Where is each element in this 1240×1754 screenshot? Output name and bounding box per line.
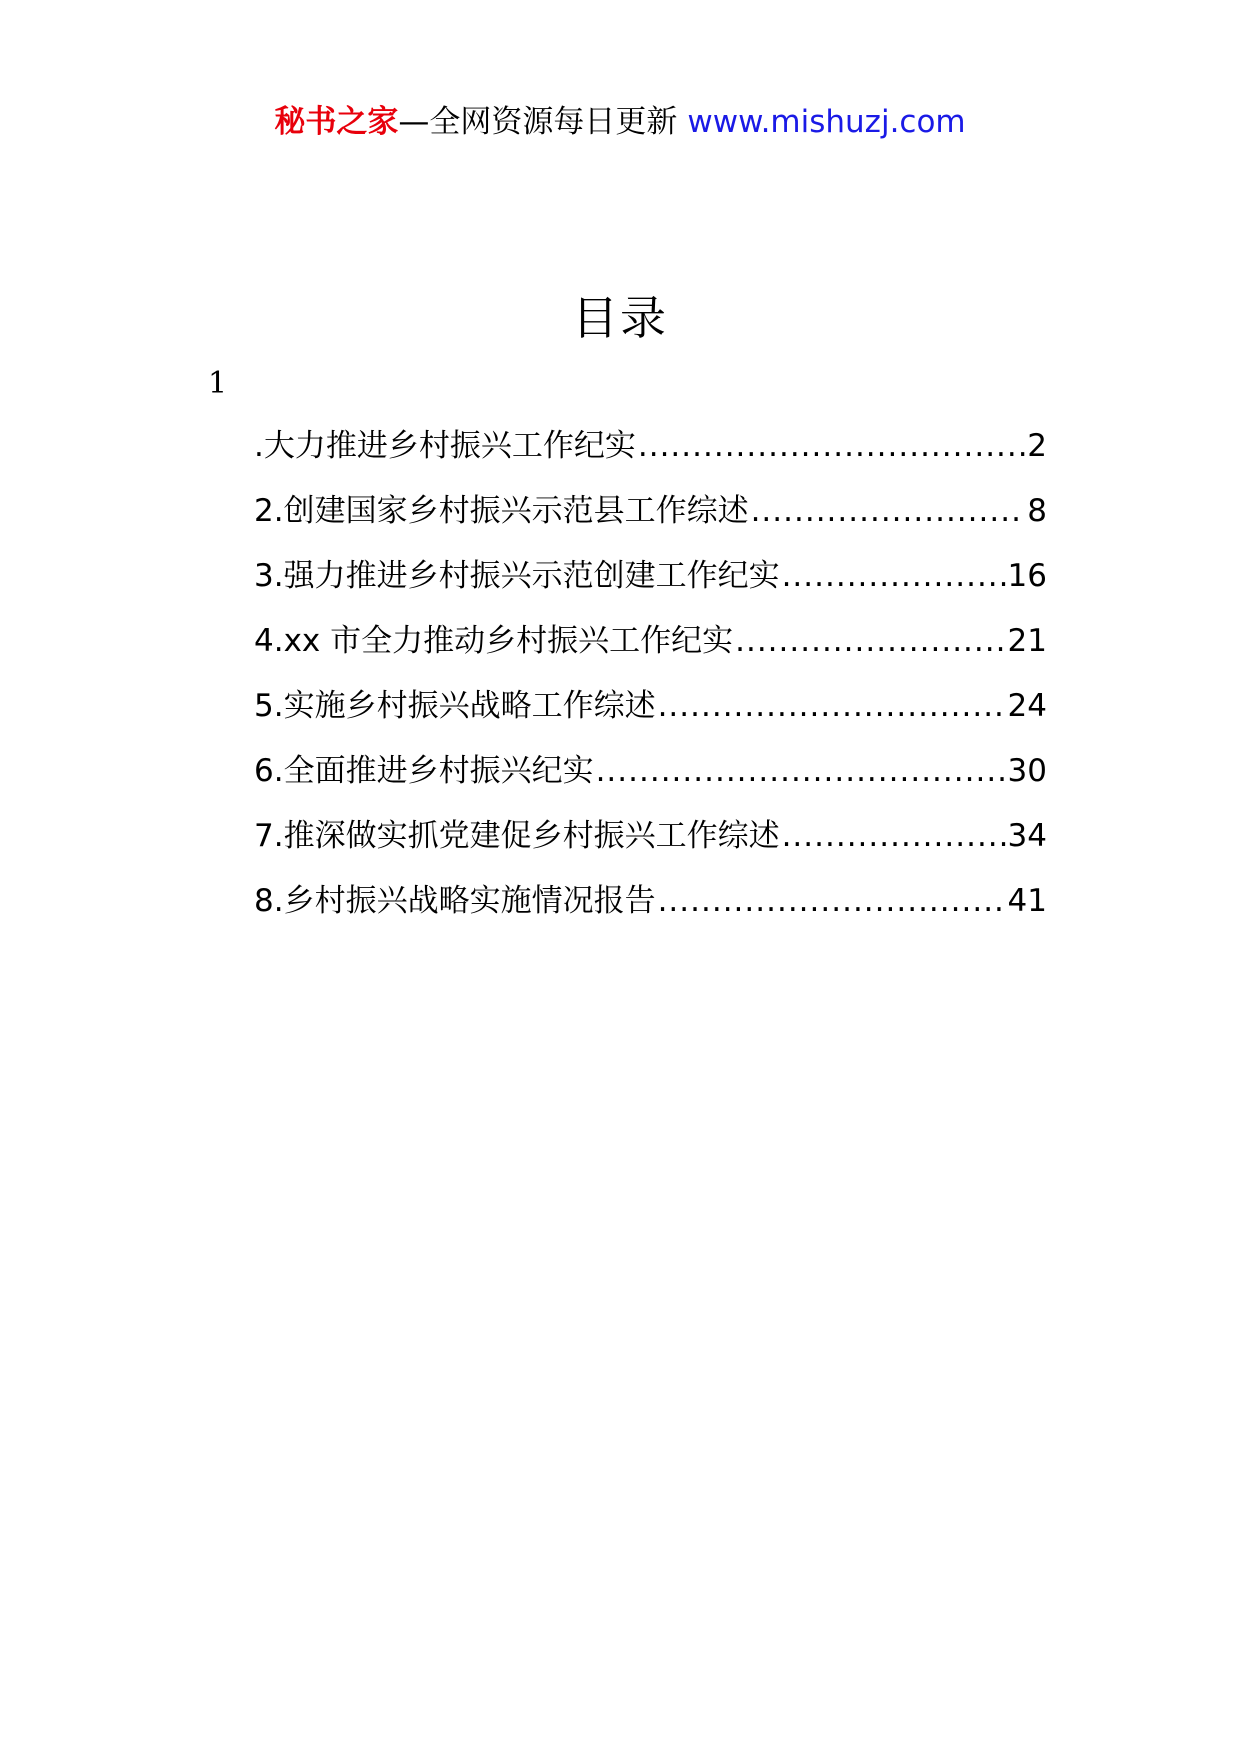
toc-dot-leader — [596, 749, 1006, 793]
toc-entry[interactable] — [254, 814, 1047, 879]
toc-dot-leader — [782, 814, 1006, 858]
toc-entry-label: .大力推进乡村振兴工作纪实 — [254, 428, 636, 464]
toc-dot-leader — [735, 619, 1005, 663]
toc-entry[interactable] — [254, 424, 1047, 489]
toc-entry-label: 6.全面推进乡村振兴纪实 — [254, 753, 594, 789]
toc-entry-label: 7.推深做实抓党建促乡村振兴工作综述 — [254, 818, 780, 854]
toc-dot-leader — [638, 424, 1025, 468]
toc-entry-label: 3.强力推进乡村振兴示范创建工作纪实 — [254, 558, 780, 594]
site-url-link[interactable]: www.mishuzj.com — [687, 104, 966, 140]
toc-dot-leader — [751, 489, 1026, 533]
toc-entry[interactable] — [254, 749, 1047, 814]
toc-dot-leader — [658, 684, 1006, 728]
site-tagline: —全网资源每日更新 — [398, 104, 678, 140]
toc-entry-page: 16 — [1007, 558, 1047, 594]
toc-entry-label: 4.xx 市全力推动乡村振兴工作纪实 — [254, 623, 734, 659]
toc-entry-page: 24 — [1007, 688, 1047, 724]
toc-dot-leader — [658, 879, 1006, 923]
toc-dot-leader — [782, 554, 1006, 598]
toc-entry-page: 2 — [1027, 428, 1047, 464]
site-brand: 秘书之家 — [274, 104, 399, 140]
toc-entry-label: 2.创建国家乡村振兴示范县工作综述 — [254, 493, 749, 529]
toc-entry-page: 21 — [1007, 623, 1047, 659]
toc-entry-page: 8 — [1027, 493, 1047, 529]
toc-entry[interactable] — [254, 489, 1047, 554]
toc-entry-page: 41 — [1007, 883, 1047, 919]
toc-entry-number: 1 — [208, 366, 228, 401]
site-header — [0, 100, 1240, 144]
page-title: 目录 — [572, 291, 668, 345]
toc-entry-label: 8.乡村振兴战略实施情况报告 — [254, 883, 656, 919]
toc-entry-label: 5.实施乡村振兴战略工作综述 — [254, 688, 656, 724]
toc-entry[interactable] — [254, 879, 1047, 944]
toc-entry[interactable] — [254, 619, 1047, 684]
toc-entry-page: 30 — [1007, 753, 1047, 789]
table-of-contents — [254, 424, 1047, 944]
toc-entry[interactable] — [254, 554, 1047, 619]
toc-entry[interactable] — [254, 684, 1047, 749]
toc-entry-page: 34 — [1007, 818, 1047, 854]
